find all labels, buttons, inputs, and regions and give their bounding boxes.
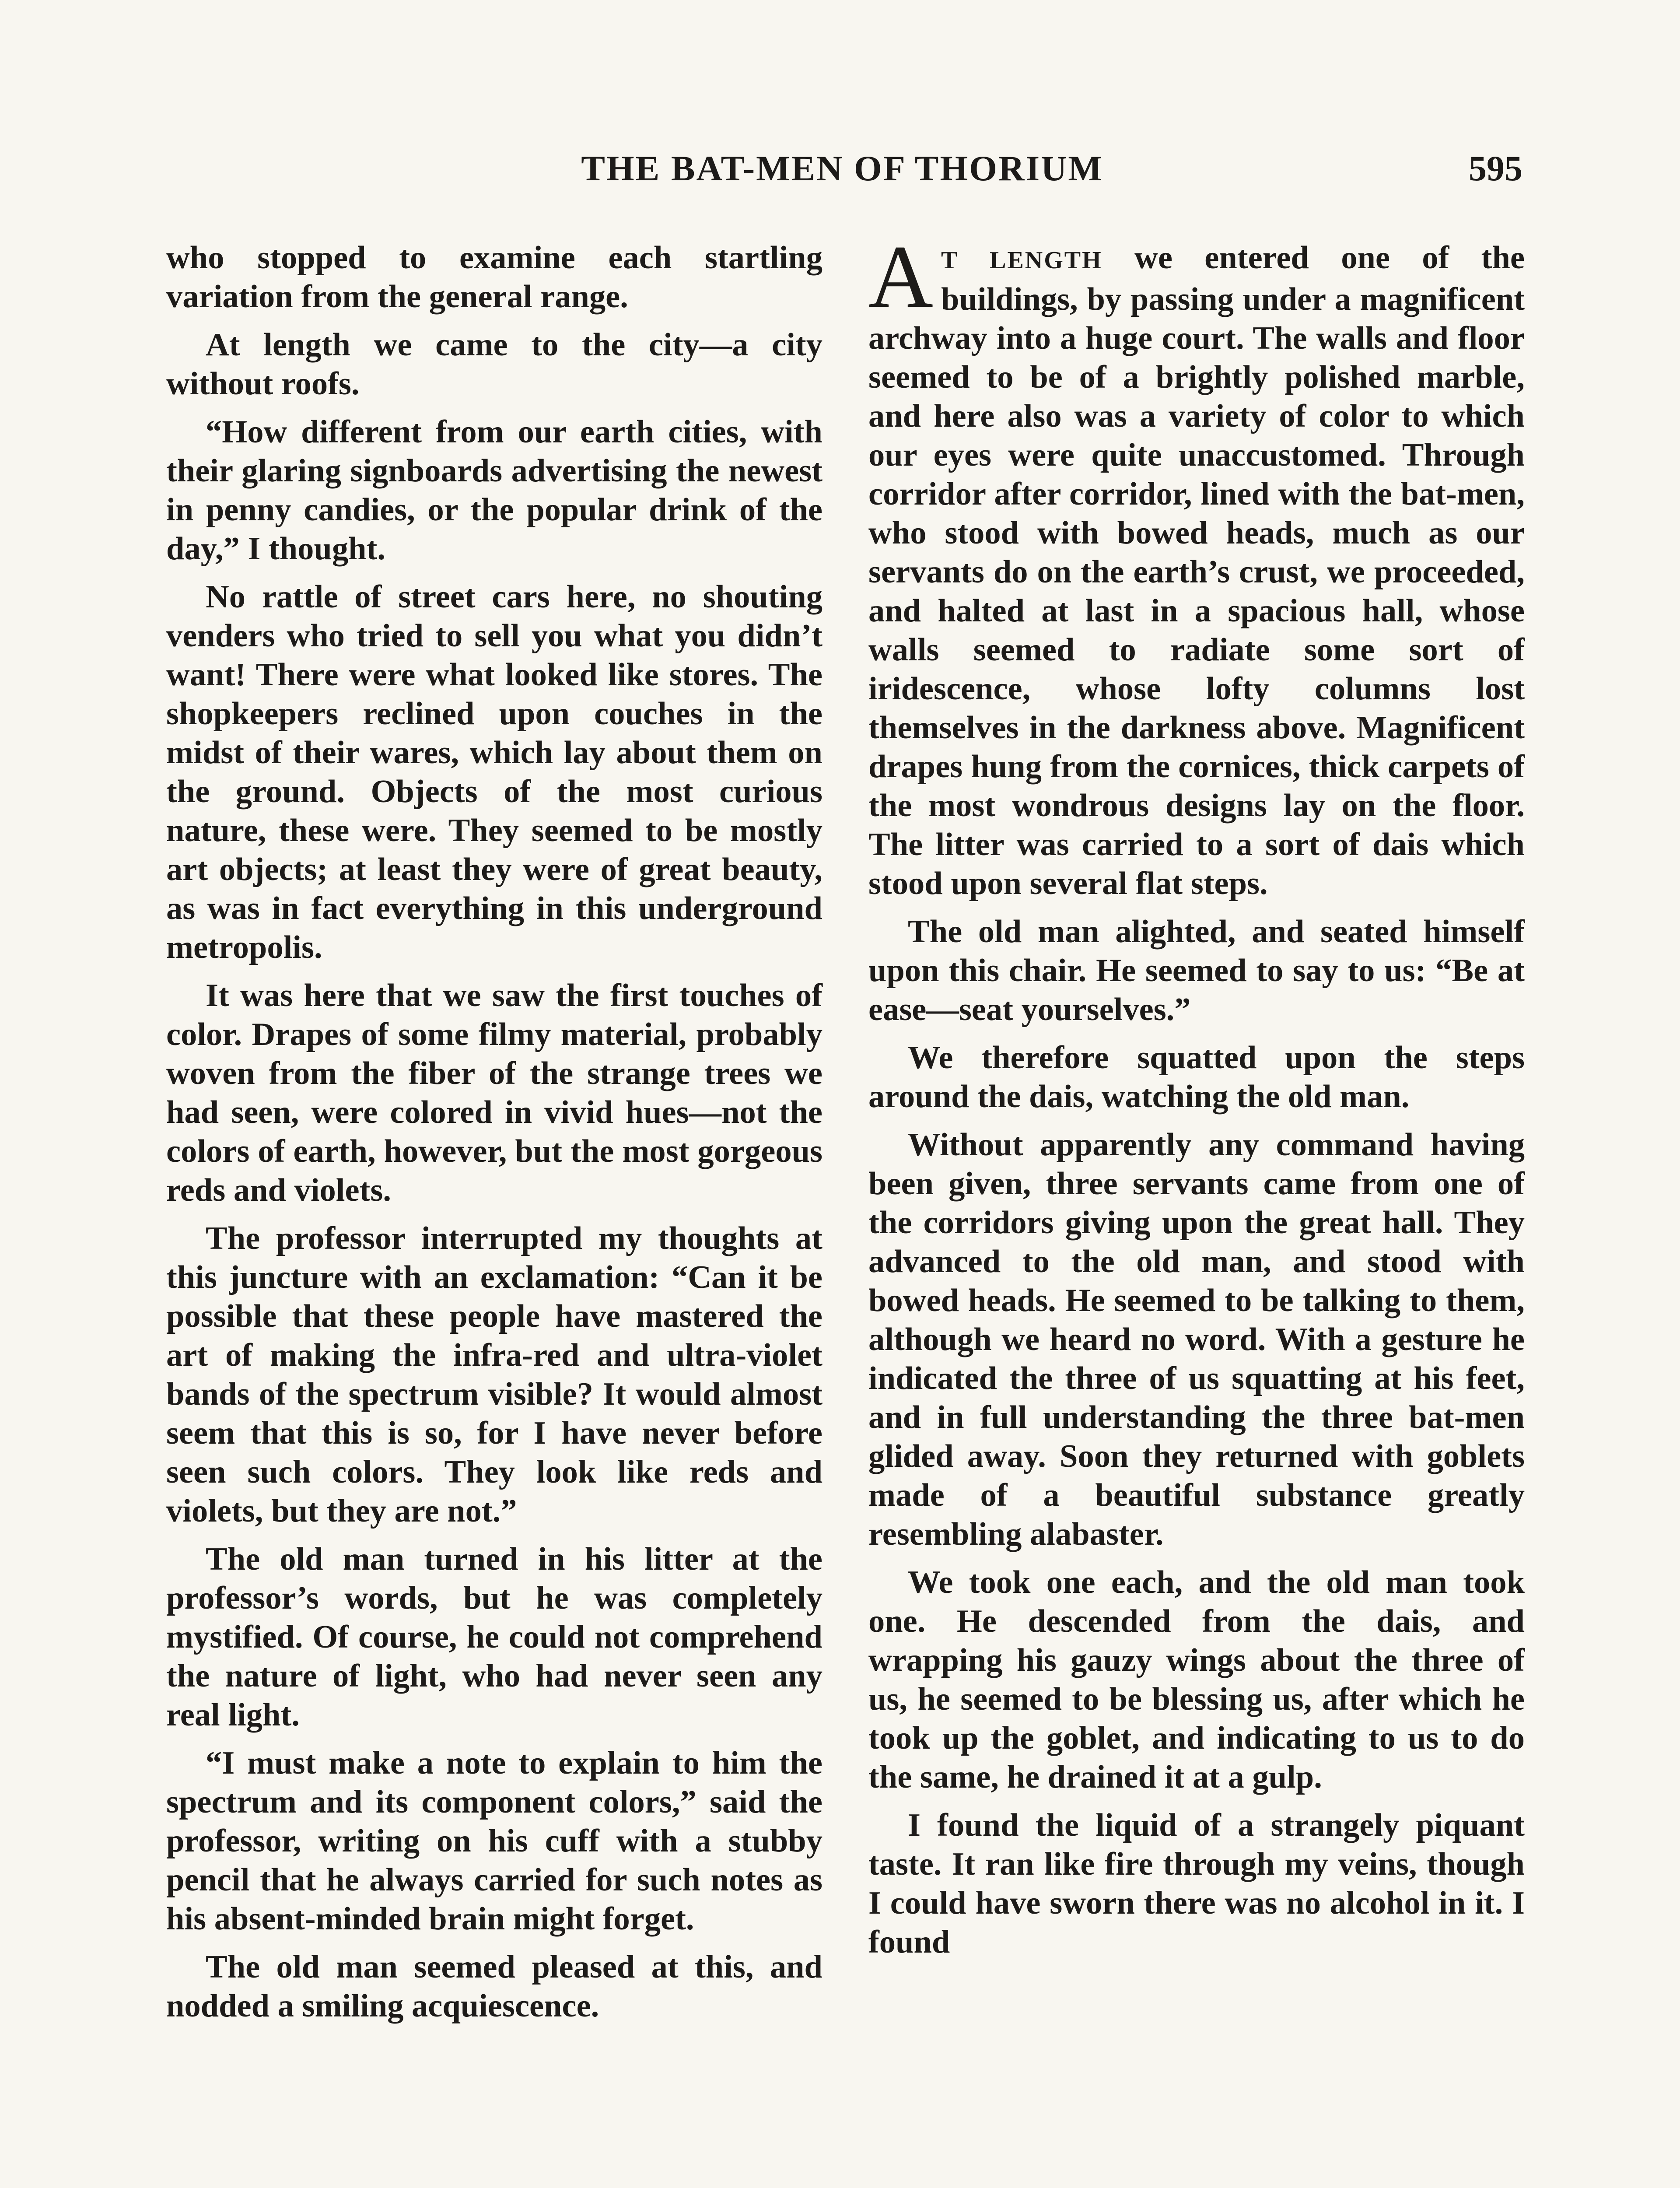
page-number: 595 [1469, 148, 1522, 188]
paragraph: who stopped to examine each startling variation from the general range. [166, 240, 822, 315]
drop-cap: A [868, 227, 934, 326]
paragraph: No rattle of street cars here, no shouting venders who tried to sell you what you didn’t want! There were what looked like stores. The shopkeepers reclined upon couches in the midst of their wares, which lay about them on the ground. Objects of the most curious nature, these were. They seemed to be mostly art objects; at least they were of great beauty, as was in fact everything in this underground metropolis. [166, 579, 822, 965]
paragraph: The old man turned in his litter at the professor’s words, but he was completely mystified. Of course, he could not comprehend the nature of light, who had never seen any real light. [166, 1541, 822, 1733]
paragraph: Without apparently any command having been given, three servants came from one of the corridors giving upon the great hall. They advanced to the old man, and stood with bowed heads. He seemed to be talking to them, although we heard no word. With a gesture he indicated the three of us squatting at his feet, and in full understanding the three bat-men glided away. Soon they returned with goblets made of a beautiful substance greatly resembling alabaster. [868, 1127, 1525, 1552]
paragraph: The old man seemed pleased at this, and nodded a smiling acquiescence. [166, 1949, 822, 2024]
running-title: THE BAT-MEN OF THORIUM [581, 148, 1103, 188]
paragraph: The professor interrupted my thoughts at this juncture with an exclamation: “Can it be possible that these people have mastered the art of making the infra-red and ultra-violet bands of the spectrum visible? It would almost seem that this is so, for I have never before seen such colors. They look like reds and violets, but they are not.” [166, 1220, 822, 1529]
opening-paragraph-text: we entered one of the buildings, by passing under a magnificent archway into a huge court. The walls and floor seemed to be of a brightly polished marble, and here also was a variety of color to which our eyes were quite unaccustomed. Through corridor after corridor, lined with the bat-men, who stood with bowed heads, much as our servants do on the earth’s crust, we proceeded, and halted at last in a spacious hall, whose walls seemed to radiate some sort of iridescence, whose lofty columns lost themselves in the darkness above. Magnificent drapes hung from the cornices, thick carpets of the most wondrous designs lay on the floor. The litter was carried to a sort of dais which stood upon several flat steps. [868, 240, 1525, 901]
paragraph: “I must make a note to explain to him the spectrum and its component colors,” said the professor, writing on his cuff with a stubby pencil that he always carried for such notes as his absent-minded brain might forget. [166, 1745, 822, 1937]
page-header [162, 148, 1522, 196]
paragraph: At length we came to the city—a city without roofs. [166, 327, 822, 402]
paragraph: It was here that we saw the first touches of color. Drapes of some filmy material, probably woven from the fiber of the strange trees we had seen, were colored in vivid hues—not the colors of earth, however, but the most gorgeous reds and violets. [166, 978, 822, 1208]
right-column [868, 227, 1525, 1971]
paragraph: I found the liquid of a strangely piquant taste. It ran like fire through my veins, though I could have sworn there was no alcohol in it. I found [868, 1807, 1525, 1960]
paragraph: The old man alighted, and seated himself upon this chair. He seemed to say to us: “Be at ease—seat yourselves.” [868, 914, 1525, 1027]
paragraph: We therefore squatted upon the steps around the dais, watching the old man. [868, 1040, 1525, 1115]
paragraph: We took one each, and the old man took one. He descended from the dais, and wrapping his gauzy wings about the three of us, he seemed to be blessing us, after which he took up the goblet, and indicating to us to do the same, he drained it at a gulp. [868, 1564, 1525, 1795]
opening-paragraph [868, 227, 1525, 903]
paragraph: “How different from our earth cities, with their glaring signboards advertising the newest in penny candies, or the popular drink of the day,” I thought. [166, 414, 822, 567]
left-column [166, 238, 822, 2035]
small-caps-lead-in: T LENGTH [941, 247, 1102, 274]
